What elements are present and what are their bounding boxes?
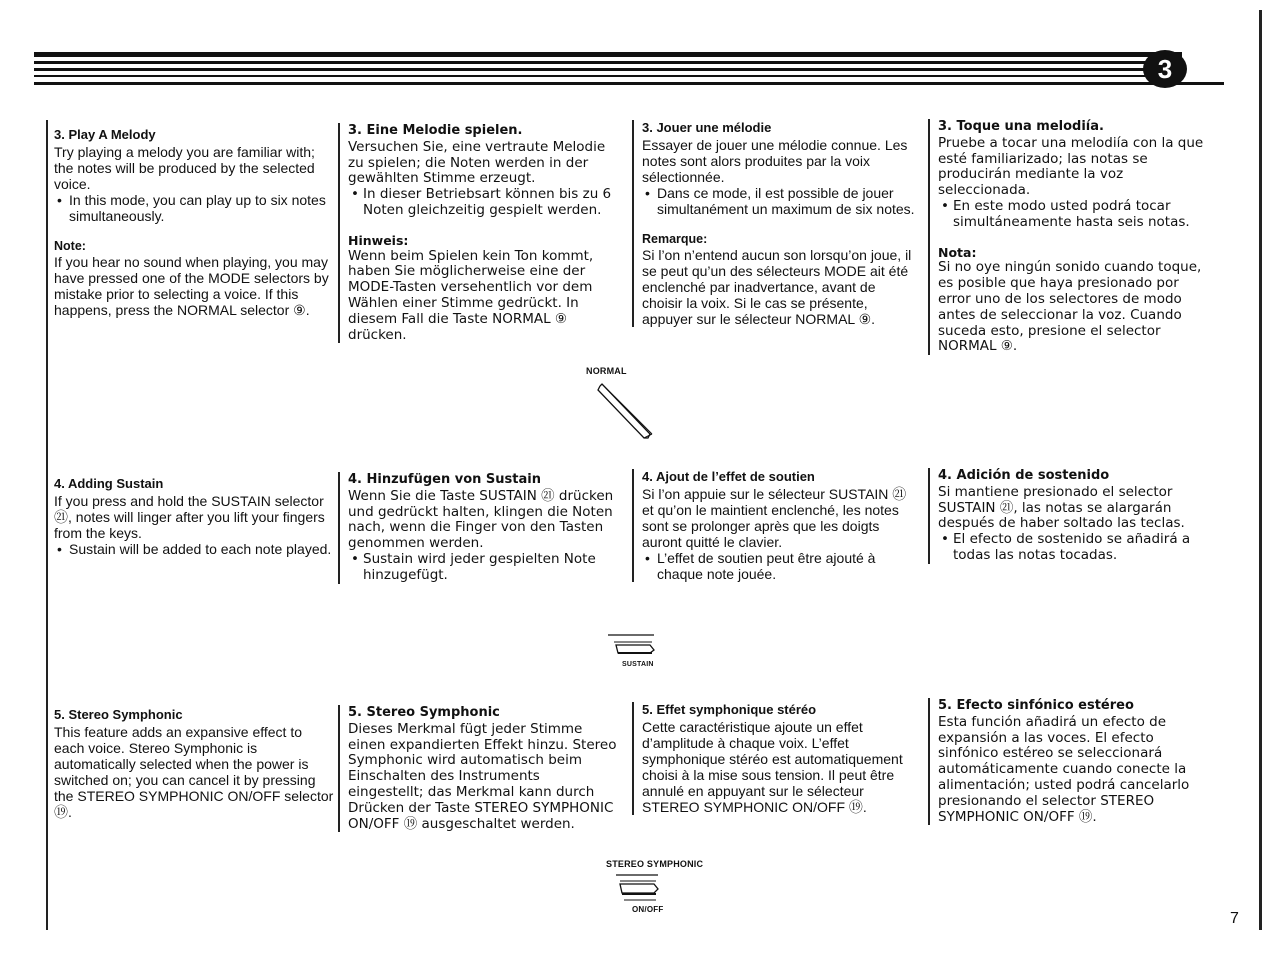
header-rules — [34, 52, 1224, 92]
column-bar — [928, 468, 930, 564]
section-5-french — [642, 702, 917, 815]
section-heading: 4. Adding Sustain — [54, 476, 164, 491]
section-5-german — [348, 705, 618, 832]
rule-line — [34, 61, 1182, 64]
note-label: Note: — [54, 239, 86, 253]
column-bar — [632, 702, 634, 815]
section-body: Essayer de jouer une mélodie connue. Les notes sont alors produites par la voix sélectionnée. — [642, 137, 908, 185]
section-heading: 3. Toque una melodiía. — [938, 119, 1104, 134]
note-label: Remarque: — [642, 232, 708, 246]
section-heading: 4. Ajout de l’effet de soutien — [642, 469, 815, 484]
rule-line — [34, 68, 1182, 71]
section-heading: 3. Play A Melody — [54, 127, 156, 142]
section-body: Try playing a melody you are familiar with; the notes will be produced by the selected voice. — [54, 144, 315, 192]
column-bar — [338, 705, 340, 832]
section-4-spanish — [938, 468, 1213, 564]
section-body: Dieses Merkmal fügt jeder Stimme einen expandierten Effekt hinzu. Stereo Symphonic wird automatisch beim Einschalten des Instruments eingestellt; das Merkmal kann durch Drücken der Taste STEREO SYMPHONIC ON/OFF ⑲ ausgeschaltet werden. — [348, 720, 617, 832]
normal-selector-illustration — [590, 378, 670, 444]
page-edge-bar — [46, 120, 48, 930]
section-3-english — [54, 127, 334, 318]
page-number: 7 — [1230, 910, 1239, 927]
note-body: Si l’on n’entend aucun son lorsqu’on joue, il se peut qu’un des sélecteurs MODE ait été enclenché par inadvertance, avant de choisir la voix. Si le cas se présente, appuyer sur le sélecteur NORMAL ⑨. — [642, 247, 912, 327]
column-bar — [928, 698, 930, 825]
section-body: Cette caractéristique ajoute un effet d’amplitude à chaque voix. L’effet symphonique stéréo est automatiquement choisi à la mise sous tension. Il peut être annulé en appuyant sur le sélecteur STEREO SYMPHONIC ON/OFF ⑲. — [642, 719, 903, 815]
note-body: If you hear no sound when playing, you may have pressed one of the MODE selectors by mistake prior to selecting a voice. If this happens, press the NORMAL selector ⑨. — [54, 254, 329, 318]
column-bar — [928, 119, 930, 355]
on-off-label: ON/OFF — [632, 905, 664, 914]
section-heading: 5. Efecto sinfónico estéreo — [938, 698, 1134, 713]
bullet-item: • En este modo usted podrá tocar simultáneamente hasta seis notas. — [938, 199, 1213, 231]
section-heading: 5. Effet symphonique stéréo — [642, 702, 817, 717]
bullet-item: • Sustain will be added to each note played. — [54, 541, 334, 557]
section-4-english — [54, 476, 334, 557]
section-body: Esta función añadirá un efecto de expansión a las voces. El efecto sinfónico estéreo se seleccionará automáticamente cuando conecte la alimentación; usted podrá cancelarlo presionando el selector STEREO SYMPHONIC ON/OFF ⑲. — [938, 713, 1190, 825]
section-heading: 3. Eine Melodie spielen. — [348, 123, 523, 138]
section-3-german — [348, 123, 618, 343]
section-5-spanish — [938, 698, 1213, 825]
section-body: Si l’on appuie sur le sélecteur SUSTAIN ㉑ et qu’on le maintient enclenché, les notes sont se prolonger après que les doigts auront quitté le clavier. — [642, 486, 907, 550]
column-bar — [338, 123, 340, 343]
bullet-item: • Dans ce mode, il est possible de jouer simultanément un maximum de six notes. — [642, 185, 917, 217]
section-heading: 5. Stereo Symphonic — [348, 705, 500, 720]
bullet-item: • In this mode, you can play up to six notes simultaneously. — [54, 192, 334, 224]
section-heading: 3. Jouer une mélodie — [642, 120, 772, 135]
chapter-badge: 3 — [1143, 50, 1187, 88]
rule-line — [34, 75, 1182, 77]
normal-selector-label: NORMAL — [586, 366, 627, 376]
sustain-selector-illustration — [606, 632, 664, 662]
section-body: Si mantiene presionado el selector SUSTAIN ㉑, las notas se alargarán después de haber soltado las teclas. — [938, 483, 1185, 532]
column-bar — [338, 472, 340, 584]
sustain-selector-label: SUSTAIN — [622, 661, 654, 668]
section-body: Wenn Sie die Taste SUSTAIN ㉑ drücken und gedrückt halten, klingen die Noten nach, wenn die Finger von den Tasten genommen werden. — [348, 487, 614, 552]
section-heading: 4. Hinzufügen von Sustain — [348, 472, 541, 487]
note-label: Nota: — [938, 244, 977, 260]
rule-line — [34, 82, 1224, 85]
bullet-item: • Sustain wird jeder gespielten Note hinzugefügt. — [348, 552, 618, 584]
column-bar — [632, 469, 634, 582]
section-5-english — [54, 707, 334, 820]
section-3-french — [642, 120, 917, 327]
stereo-symphonic-selector-illustration — [612, 872, 668, 904]
section-heading: 5. Stereo Symphonic — [54, 707, 183, 722]
section-3-spanish — [938, 119, 1213, 355]
page-edge-bar — [1259, 10, 1262, 930]
section-4-french — [642, 469, 917, 582]
bullet-item: • El efecto de sostenido se añadirá a todas las notas tocadas. — [938, 532, 1213, 564]
section-body: Versuchen Sie, eine vertraute Melodie zu spielen; die Noten werden in der gewählten Stimme erzeugt. — [348, 138, 606, 187]
note-body: Wenn beim Spielen kein Ton kommt, haben Sie möglicherweise eine der MODE-Tasten versehentlich vor dem Wählen einer Stimme gedrückt. In diesem Fall die Taste NORMAL ⑨ drücken. — [348, 247, 594, 343]
column-bar — [632, 120, 634, 327]
note-body: Si no oye ningún sonido cuando toque, es posible que haya presionado por error uno de los selectores de modo antes de seleccionar la voz. Cuando suceda esto, presione el selector NORMAL ⑨. — [938, 259, 1202, 355]
note-label: Hinweis: — [348, 232, 409, 248]
section-body: Pruebe a tocar una melodiía con la que esté familiarizado; las notas se producirán mediante la voz seleccionada. — [938, 134, 1204, 199]
stereo-symphonic-label: STEREO SYMPHONIC — [606, 859, 704, 869]
section-body: If you press and hold the SUSTAIN selector ㉑, notes will linger after you lift your fingers from the keys. — [54, 493, 325, 541]
section-body: This feature adds an expansive effect to each voice. Stereo Symphonic is automatically selected when the power is switched on; you can cancel it by pressing the STEREO SYMPHONIC ON/OFF selector ⑲. — [54, 724, 334, 820]
section-4-german — [348, 472, 618, 584]
rule-line — [34, 52, 1182, 57]
bullet-item: • In dieser Betriebsart können bis zu 6 Noten gleichzeitig gespielt werden. — [348, 187, 618, 219]
bullet-item: • L’effet de soutien peut être ajouté à chaque note jouée. — [642, 550, 917, 582]
section-heading: 4. Adición de sostenido — [938, 468, 1110, 483]
